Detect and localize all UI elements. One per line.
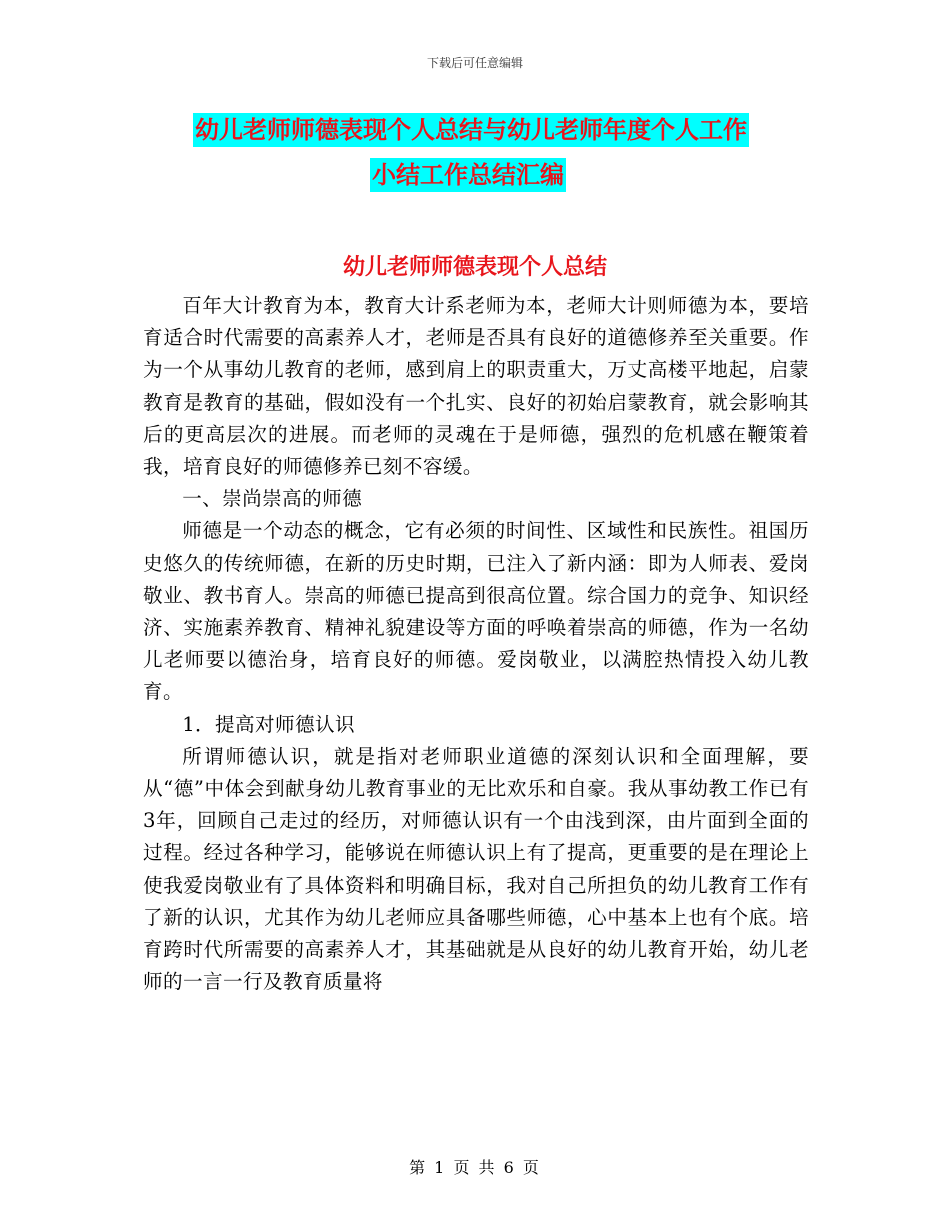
document-title-line-1: 幼儿老师师德表现个人总结与幼儿老师年度个人工作 xyxy=(193,113,749,147)
body-paragraph: 百年大计教育为本，教育大计系老师为本，老师大计则师德为本，要培育适合时代需要的高素养人才，老师是否具有良好的道德修养至关重要。作为一个从事幼儿教育的老师，感到肩上的职责重大，万丈高楼平地起，启蒙教育是教育的基础，假如没有一个扎实、良好的初始启蒙教育，就会影响其后的更高层次的进展。而老师的灵魂在于是师德，强烈的危机感在鞭策着我，培育良好的师德修养已刻不容缓。 xyxy=(143,294,809,479)
page-number: 第 1 页 共 6 页 xyxy=(409,1158,541,1177)
document-body xyxy=(143,290,809,998)
body-subheading: 1．提高对师德认识 xyxy=(182,712,356,736)
body-paragraph: 所谓师德认识，就是指对老师职业道德的深刻认识和全面理解，要从“德”中体会到献身幼儿教育事业的无比欢乐和自豪。我从事幼教工作已有3年，回顾自己走过的经历，对师德认识有一个由浅到深，由片面到全面的过程。经过各种学习，能够说在师德认识上有了提高，更重要的是在理论上使我爱岗敬业有了具体资料和明确目标，我对自己所担负的幼儿教育工作有了新的认识，尤其作为幼儿老师应具备哪些师德，心中基本上也有个底。培育跨时代所需要的高素养人才，其基础就是从良好的幼儿教育开始，幼儿老师的一言一行及教育质量将 xyxy=(143,744,809,994)
header-note: 下载后可任意编辑 xyxy=(426,56,523,70)
document-title-line-2: 小结工作总结汇编 xyxy=(370,158,566,192)
body-heading: 一、崇尚崇高的师德 xyxy=(182,487,363,511)
section-title: 幼儿老师师德表现个人总结 xyxy=(342,254,607,280)
body-paragraph: 师德是一个动态的概念，它有必须的时间性、区域性和民族性。祖国历史悠久的传统师德，在新的历史时期，已注入了新内涵：即为人师表、爱岗敬业、教书育人。崇高的师德已提高到很高位置。综合国力的竞争、知识经济、实施素养教育、精神礼貌建设等方面的呼唤着崇高的师德，作为一名幼儿老师要以德治身，培育良好的师德。爱岗敬业，以满腔热情投入幼儿教育。 xyxy=(143,519,809,704)
